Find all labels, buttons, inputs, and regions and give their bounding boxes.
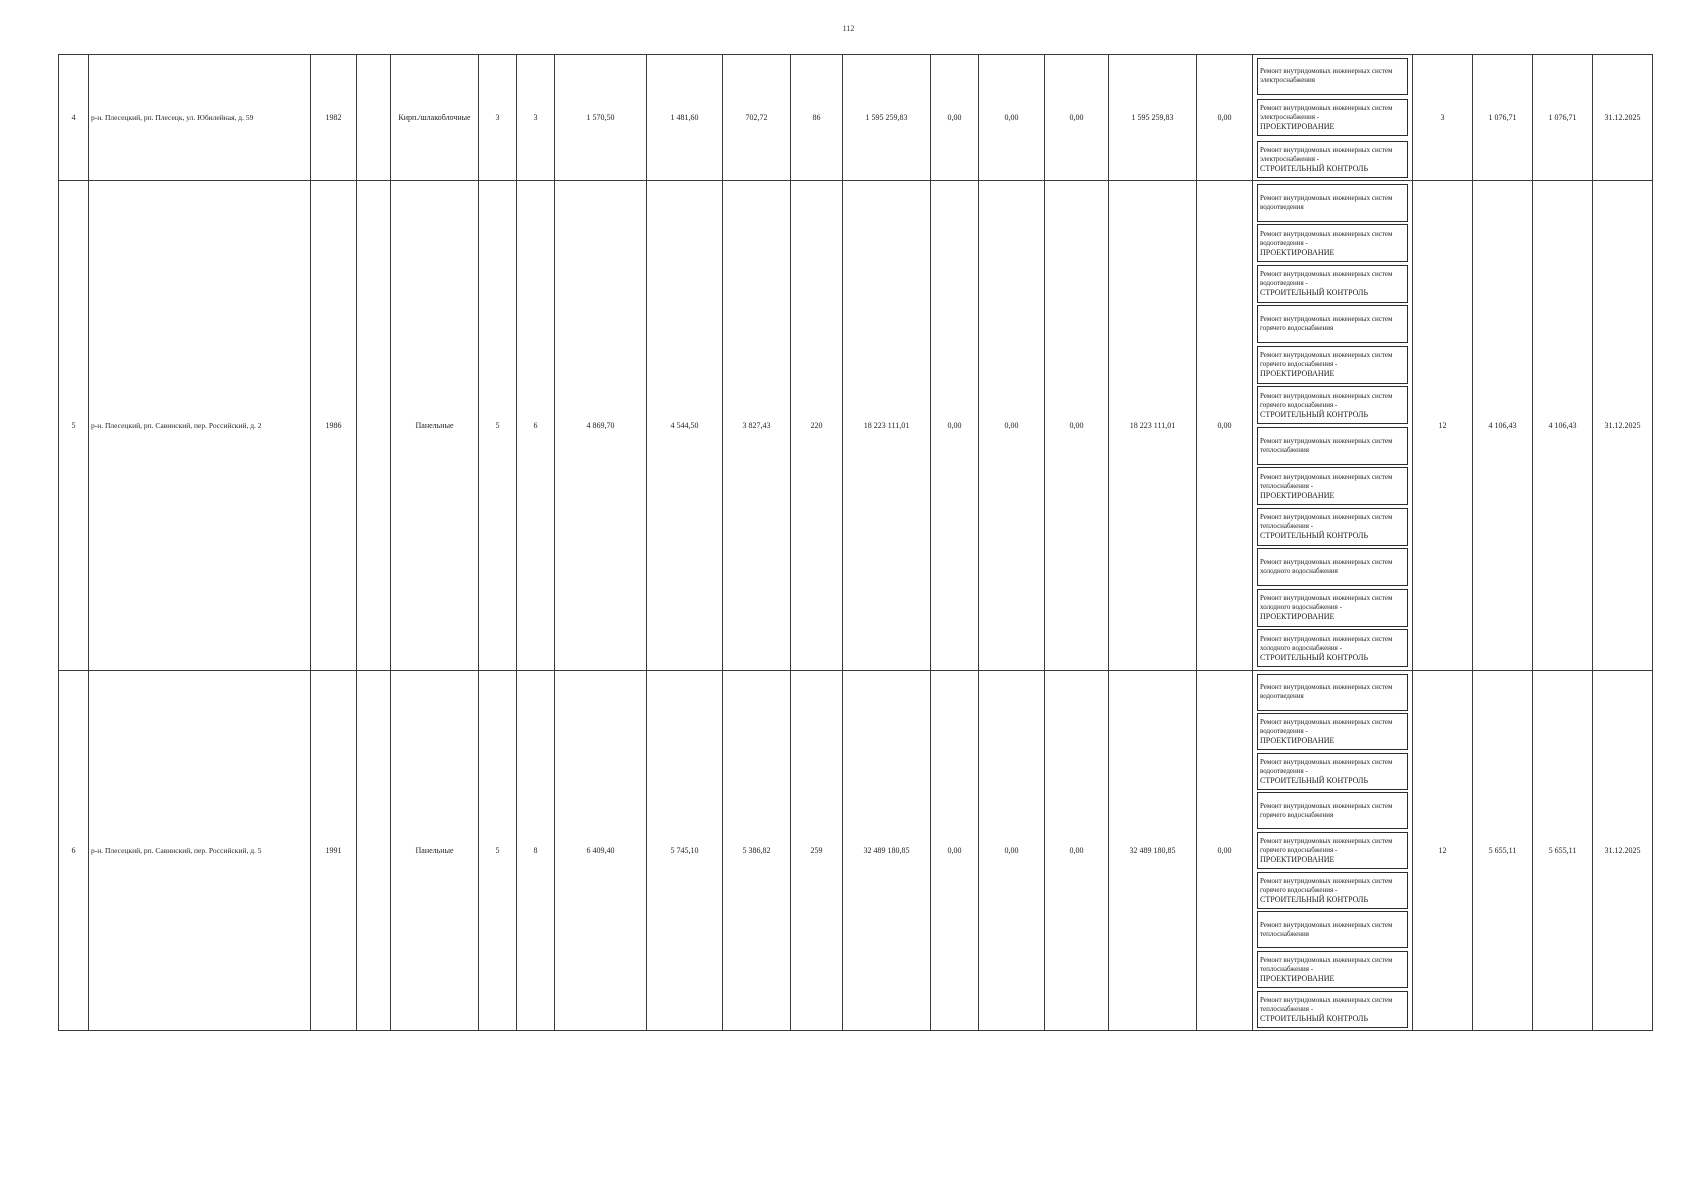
works-count-cell: 12 [1413,671,1473,1031]
table-body [59,55,1653,1031]
owners-funds-cell: 32 489 180,85 [1109,671,1197,1031]
entrances-cell: 6 [517,181,555,671]
page-number: 112 [842,24,855,33]
fund-reform-cell: 0,00 [931,181,979,671]
work-item-text: Ремонт внутридомовых инженерных систем теплоснабжения [1260,436,1393,454]
regional-budget-cell: 0,00 [979,55,1045,181]
blank-cell [357,181,391,671]
work-item-stage: СТРОИТЕЛЬНЫЙ КОНТРОЛЬ [1260,894,1369,904]
table-row [59,55,1653,181]
work-item-text: Ремонт внутридомовых инженерных систем водоотведения [1260,193,1393,211]
work-item-text: Ремонт внутридомовых инженерных систем водоотведения - [1260,757,1393,775]
works-list-cell [1253,55,1413,181]
work-item-stage: ПРОЕКТИРОВАНИЕ [1260,369,1335,379]
deadline-cell: 31.12.2025 [1593,671,1653,1031]
deadline-cell: 31.12.2025 [1593,181,1653,671]
work-item [1257,99,1408,136]
work-item [1257,141,1408,178]
other-funds-cell: 0,00 [1197,181,1253,671]
work-item-text: Ремонт внутридомовых инженерных систем холодного водоснабжения - [1260,594,1393,612]
work-item-text: Ремонт внутридомовых инженерных систем водоотведения - [1260,229,1393,247]
address-cell: р-н. Плесецкий, рп. Савинский, пер. Российский, д. 5 [89,671,311,1031]
living-area-cell: 5 745,10 [647,671,723,1031]
work-item [1257,911,1408,948]
work-item-text: Ремонт внутридомовых инженерных систем водоотведения - [1260,270,1393,288]
entrances-cell: 8 [517,671,555,1031]
owned-area-cell: 5 386,82 [723,671,791,1031]
work-item [1257,872,1408,909]
wall-material-cell: Панельные [391,181,479,671]
total-cost-cell: 18 223 111,01 [843,181,931,671]
owners-funds-cell: 1 595 259,83 [1109,55,1197,181]
table-row [59,671,1653,1031]
works-list [1257,184,1408,668]
unit-cost-cell: 5 655,11 [1473,671,1533,1031]
work-item [1257,467,1408,505]
total-cost-cell: 1 595 259,83 [843,55,931,181]
work-item [1257,753,1408,790]
work-item [1257,265,1408,303]
regional-budget-cell: 0,00 [979,181,1045,671]
work-item-stage: ПРОЕКТИРОВАНИЕ [1260,490,1335,500]
total-area-cell: 1 570,50 [555,55,647,181]
work-item [1257,589,1408,627]
work-item-text: Ремонт внутридомовых инженерных систем теплоснабжения - [1260,513,1393,531]
residents-cell: 259 [791,671,843,1031]
work-item [1257,184,1408,222]
work-item [1257,224,1408,262]
work-item [1257,629,1408,667]
owners-funds-cell: 18 223 111,01 [1109,181,1197,671]
work-item-stage: ПРОЕКТИРОВАНИЕ [1260,122,1335,131]
work-item [1257,427,1408,465]
work-item-text: Ремонт внутридомовых инженерных систем электроснабжения - [1260,145,1393,163]
living-area-cell: 1 481,60 [647,55,723,181]
fund-reform-cell: 0,00 [931,671,979,1031]
owned-area-cell: 702,72 [723,55,791,181]
year-built-cell: 1991 [311,671,357,1031]
work-item [1257,951,1408,988]
deadline-cell: 31.12.2025 [1593,55,1653,181]
work-item [1257,991,1408,1028]
work-item-stage: ПРОЕКТИРОВАНИЕ [1260,247,1335,257]
residents-cell: 86 [791,55,843,181]
living-area-cell: 4 544,50 [647,181,723,671]
max-unit-cost-cell: 1 076,71 [1533,55,1593,181]
work-item [1257,346,1408,384]
work-item-text: Ремонт внутридомовых инженерных систем холодного водоснабжения [1260,558,1393,576]
work-item [1257,58,1408,95]
row-number-cell: 5 [59,181,89,671]
entrances-cell: 3 [517,55,555,181]
work-item-stage: СТРОИТЕЛЬНЫЙ КОНТРОЛЬ [1260,163,1369,173]
row-number-cell: 4 [59,55,89,181]
work-item-stage: СТРОИТЕЛЬНЫЙ КОНТРОЛЬ [1260,409,1369,419]
works-list [1257,58,1408,178]
work-item [1257,792,1408,829]
year-built-cell: 1986 [311,181,357,671]
work-item-text: Ремонт внутридомовых инженерных систем теплоснабжения - [1260,955,1393,973]
work-item-text: Ремонт внутридомовых инженерных систем водоотведения - [1260,718,1393,736]
work-item [1257,386,1408,424]
row-number-cell: 6 [59,671,89,1031]
blank-cell [357,671,391,1031]
work-item-text: Ремонт внутридомовых инженерных систем теплоснабжения [1260,920,1393,938]
work-item-text: Ремонт внутридомовых инженерных систем электроснабжения - [1260,104,1393,121]
capital-repair-register-table [58,54,1653,1031]
work-item-text: Ремонт внутридомовых инженерных систем горячего водоснабжения - [1260,391,1393,409]
work-item [1257,713,1408,750]
address-cell: р-н. Плесецкий, рп. Плесецк, ул. Юбилейная, д. 59 [89,55,311,181]
work-item-stage: ПРОЕКТИРОВАНИЕ [1260,855,1335,864]
table-row [59,181,1653,671]
fund-reform-cell: 0,00 [931,55,979,181]
floors-cell: 3 [479,55,517,181]
work-item-stage: СТРОИТЕЛЬНЫЙ КОНТРОЛЬ [1260,652,1369,662]
works-list-cell [1253,181,1413,671]
floors-cell: 5 [479,181,517,671]
works-count-cell: 3 [1413,55,1473,181]
work-item-text: Ремонт внутридомовых инженерных систем холодного водоснабжения - [1260,634,1393,652]
work-item [1257,832,1408,869]
work-item [1257,305,1408,343]
work-item-text: Ремонт внутридомовых инженерных систем теплоснабжения - [1260,472,1393,490]
work-item-text: Ремонт внутридомовых инженерных систем теплоснабжения - [1260,995,1393,1013]
work-item-text: Ремонт внутридомовых инженерных систем горячего водоснабжения [1260,801,1393,819]
unit-cost-cell: 1 076,71 [1473,55,1533,181]
year-built-cell: 1982 [311,55,357,181]
work-item-stage: ПРОЕКТИРОВАНИЕ [1260,973,1335,983]
work-item-text: Ремонт внутридомовых инженерных систем водоотведения [1260,683,1393,700]
local-budget-cell: 0,00 [1045,671,1109,1031]
local-budget-cell: 0,00 [1045,55,1109,181]
max-unit-cost-cell: 4 106,43 [1533,181,1593,671]
regional-budget-cell: 0,00 [979,671,1045,1031]
work-item [1257,508,1408,546]
work-item-text: Ремонт внутридомовых инженерных систем горячего водоснабжения [1260,315,1393,333]
address-cell: р-н. Плесецкий, рп. Савинский, пер. Российский, д. 2 [89,181,311,671]
work-item-stage: СТРОИТЕЛЬНЫЙ КОНТРОЛЬ [1260,775,1369,785]
total-area-cell: 4 869,70 [555,181,647,671]
work-item-stage: ПРОЕКТИРОВАНИЕ [1260,612,1335,622]
blank-cell [357,55,391,181]
total-area-cell: 6 409,40 [555,671,647,1031]
works-list-cell [1253,671,1413,1031]
work-item-stage: ПРОЕКТИРОВАНИЕ [1260,736,1335,746]
floors-cell: 5 [479,671,517,1031]
total-cost-cell: 32 489 180,85 [843,671,931,1031]
works-list [1257,674,1408,1028]
work-item-text: Ремонт внутридомовых инженерных систем горячего водоснабжения - [1260,837,1393,854]
other-funds-cell: 0,00 [1197,55,1253,181]
wall-material-cell: Кирп./шлакоблочные [391,55,479,181]
work-item [1257,674,1408,711]
unit-cost-cell: 4 106,43 [1473,181,1533,671]
works-count-cell: 12 [1413,181,1473,671]
max-unit-cost-cell: 5 655,11 [1533,671,1593,1031]
wall-material-cell: Панельные [391,671,479,1031]
work-item-text: Ремонт внутридомовых инженерных систем горячего водоснабжения - [1260,876,1393,894]
local-budget-cell: 0,00 [1045,181,1109,671]
work-item-stage: СТРОИТЕЛЬНЫЙ КОНТРОЛЬ [1260,288,1369,298]
other-funds-cell: 0,00 [1197,671,1253,1031]
work-item-text: Ремонт внутридомовых инженерных систем горячего водоснабжения - [1260,351,1393,369]
work-item [1257,548,1408,586]
work-item-stage: СТРОИТЕЛЬНЫЙ КОНТРОЛЬ [1260,531,1369,541]
residents-cell: 220 [791,181,843,671]
work-item-stage: СТРОИТЕЛЬНЫЙ КОНТРОЛЬ [1260,1013,1369,1023]
owned-area-cell: 3 827,43 [723,181,791,671]
work-item-text: Ремонт внутридомовых инженерных систем электроснабжения [1260,67,1393,84]
